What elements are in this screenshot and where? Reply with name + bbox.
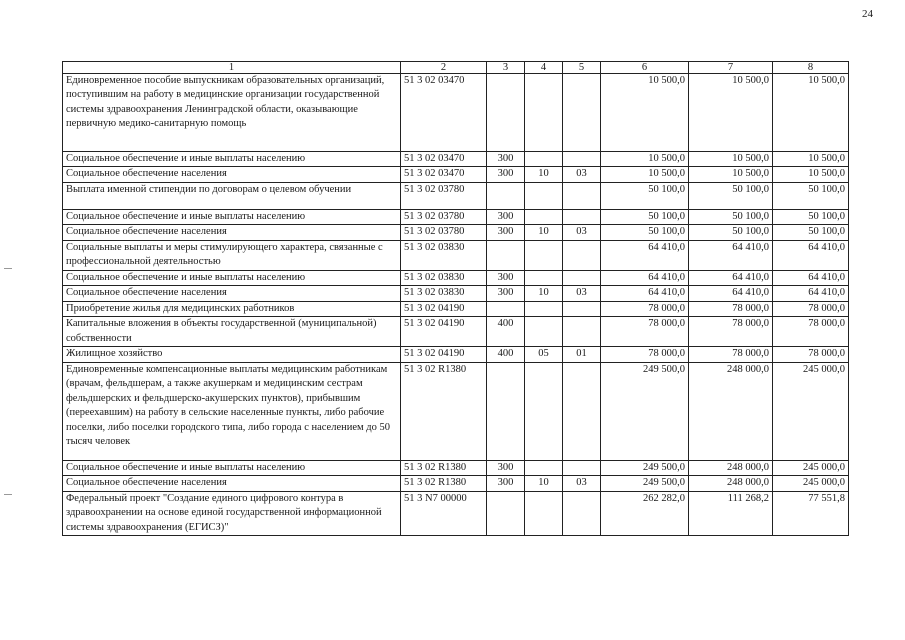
row-rz: 10 bbox=[525, 167, 563, 182]
row-code: 51 3 02 04190 bbox=[401, 347, 487, 362]
row-value-col8: 10 500,0 bbox=[773, 152, 849, 167]
row-name: Выплата именной стипендии по договорам о целевом обучении bbox=[63, 182, 401, 209]
row-value-col6: 78 000,0 bbox=[601, 347, 689, 362]
row-pr bbox=[563, 317, 601, 347]
column-header: 7 bbox=[689, 62, 773, 74]
table-row bbox=[63, 167, 849, 182]
row-pr bbox=[563, 209, 601, 224]
row-code: 51 3 02 04190 bbox=[401, 317, 487, 347]
row-value-col7: 50 100,0 bbox=[689, 225, 773, 240]
row-pr bbox=[563, 362, 601, 460]
row-vr: 300 bbox=[487, 460, 525, 475]
row-pr bbox=[563, 182, 601, 209]
row-pr bbox=[563, 491, 601, 535]
row-code: 51 3 02 03780 bbox=[401, 182, 487, 209]
row-name: Единовременные компенсационные выплаты медицинским работникам (врачам, фельдшерам, а также акушеркам и медицинским сестрам фельдшерских и фельдшерско-акушерских пунктов), прибывшим (переехавшим) на работу в сельские населенные пункты, либо рабочие поселки, либо поселки городского типа, либо города с населением до 50 тысяч человек bbox=[63, 362, 401, 460]
column-header: 3 bbox=[487, 62, 525, 74]
row-value-col8: 10 500,0 bbox=[773, 74, 849, 152]
row-value-col8: 64 410,0 bbox=[773, 286, 849, 301]
row-value-col6: 50 100,0 bbox=[601, 182, 689, 209]
row-rz bbox=[525, 317, 563, 347]
row-vr bbox=[487, 240, 525, 270]
row-vr bbox=[487, 74, 525, 152]
row-value-col8: 64 410,0 bbox=[773, 240, 849, 270]
budget-table bbox=[62, 61, 849, 536]
row-rz bbox=[525, 460, 563, 475]
row-value-col8: 78 000,0 bbox=[773, 317, 849, 347]
column-header: 4 bbox=[525, 62, 563, 74]
row-value-col6: 50 100,0 bbox=[601, 225, 689, 240]
page-number: 24 bbox=[862, 8, 873, 20]
table-row bbox=[63, 270, 849, 285]
row-code: 51 3 02 03470 bbox=[401, 167, 487, 182]
margin-mark bbox=[4, 494, 12, 495]
row-vr bbox=[487, 182, 525, 209]
row-name: Капитальные вложения в объекты государственной (муниципальной) собственности bbox=[63, 317, 401, 347]
row-value-col7: 50 100,0 bbox=[689, 182, 773, 209]
row-code: 51 3 N7 00000 bbox=[401, 491, 487, 535]
row-rz: 10 bbox=[525, 476, 563, 491]
row-value-col8: 50 100,0 bbox=[773, 182, 849, 209]
row-value-col6: 249 500,0 bbox=[601, 476, 689, 491]
row-value-col7: 10 500,0 bbox=[689, 74, 773, 152]
row-pr: 03 bbox=[563, 225, 601, 240]
column-header: 6 bbox=[601, 62, 689, 74]
header-row bbox=[63, 62, 849, 74]
row-pr bbox=[563, 460, 601, 475]
row-vr: 400 bbox=[487, 317, 525, 347]
table-row bbox=[63, 209, 849, 224]
row-value-col6: 249 500,0 bbox=[601, 362, 689, 460]
row-name: Социальное обеспечение и иные выплаты населению bbox=[63, 270, 401, 285]
row-rz bbox=[525, 209, 563, 224]
row-value-col6: 249 500,0 bbox=[601, 460, 689, 475]
row-pr: 03 bbox=[563, 167, 601, 182]
row-pr bbox=[563, 152, 601, 167]
table-row bbox=[63, 491, 849, 535]
row-value-col7: 78 000,0 bbox=[689, 317, 773, 347]
row-pr: 03 bbox=[563, 286, 601, 301]
row-rz: 10 bbox=[525, 225, 563, 240]
row-value-col6: 10 500,0 bbox=[601, 152, 689, 167]
row-vr bbox=[487, 362, 525, 460]
row-value-col6: 10 500,0 bbox=[601, 167, 689, 182]
row-value-col8: 64 410,0 bbox=[773, 270, 849, 285]
row-rz bbox=[525, 152, 563, 167]
table-row bbox=[63, 362, 849, 460]
row-code: 51 3 02 R1380 bbox=[401, 362, 487, 460]
table-row bbox=[63, 460, 849, 475]
row-vr: 300 bbox=[487, 270, 525, 285]
row-name: Жилищное хозяйство bbox=[63, 347, 401, 362]
row-pr bbox=[563, 74, 601, 152]
row-value-col7: 64 410,0 bbox=[689, 286, 773, 301]
table-row bbox=[63, 74, 849, 152]
row-rz bbox=[525, 362, 563, 460]
table-row bbox=[63, 476, 849, 491]
row-vr: 300 bbox=[487, 209, 525, 224]
row-value-col6: 50 100,0 bbox=[601, 209, 689, 224]
row-name: Социальные выплаты и меры стимулирующего характера, связанные с профессиональной деятельностью bbox=[63, 240, 401, 270]
row-pr: 03 bbox=[563, 476, 601, 491]
row-value-col6: 64 410,0 bbox=[601, 240, 689, 270]
row-value-col7: 10 500,0 bbox=[689, 167, 773, 182]
row-value-col7: 248 000,0 bbox=[689, 362, 773, 460]
row-value-col7: 64 410,0 bbox=[689, 270, 773, 285]
row-value-col8: 245 000,0 bbox=[773, 362, 849, 460]
row-value-col6: 78 000,0 bbox=[601, 317, 689, 347]
row-vr bbox=[487, 301, 525, 316]
table-row bbox=[63, 286, 849, 301]
row-name: Социальное обеспечение и иные выплаты населению bbox=[63, 460, 401, 475]
column-header: 2 bbox=[401, 62, 487, 74]
row-value-col8: 78 000,0 bbox=[773, 301, 849, 316]
row-value-col8: 78 000,0 bbox=[773, 347, 849, 362]
row-value-col6: 78 000,0 bbox=[601, 301, 689, 316]
row-name: Социальное обеспечение населения bbox=[63, 476, 401, 491]
row-value-col6: 64 410,0 bbox=[601, 270, 689, 285]
column-header: 1 bbox=[63, 62, 401, 74]
row-name: Социальное обеспечение и иные выплаты населению bbox=[63, 209, 401, 224]
row-value-col8: 10 500,0 bbox=[773, 167, 849, 182]
row-pr bbox=[563, 270, 601, 285]
column-header: 5 bbox=[563, 62, 601, 74]
row-code: 51 3 02 R1380 bbox=[401, 476, 487, 491]
row-value-col7: 64 410,0 bbox=[689, 240, 773, 270]
table-row bbox=[63, 225, 849, 240]
row-code: 51 3 02 03470 bbox=[401, 74, 487, 152]
row-rz bbox=[525, 182, 563, 209]
row-name: Единовременное пособие выпускникам образовательных организаций, поступившим на работу в медицинские организации государственной системы здравоохранения Ленинградской области, оказывающие первичную медико-санитарную помощь bbox=[63, 74, 401, 152]
column-header: 8 bbox=[773, 62, 849, 74]
row-name: Федеральный проект "Создание единого цифрового контура в здравоохранении на основе единой государственной информационной системы здравоохранения (ЕГИСЗ)" bbox=[63, 491, 401, 535]
row-code: 51 3 02 03830 bbox=[401, 286, 487, 301]
table-row bbox=[63, 182, 849, 209]
row-code: 51 3 02 03830 bbox=[401, 240, 487, 270]
row-name: Социальное обеспечение населения bbox=[63, 225, 401, 240]
row-rz bbox=[525, 74, 563, 152]
row-rz bbox=[525, 270, 563, 285]
table-row bbox=[63, 347, 849, 362]
row-code: 51 3 02 03780 bbox=[401, 225, 487, 240]
row-name: Приобретение жилья для медицинских работников bbox=[63, 301, 401, 316]
row-vr bbox=[487, 491, 525, 535]
row-value-col8: 77 551,8 bbox=[773, 491, 849, 535]
row-pr: 01 bbox=[563, 347, 601, 362]
row-value-col7: 111 268,2 bbox=[689, 491, 773, 535]
row-rz: 05 bbox=[525, 347, 563, 362]
row-vr: 300 bbox=[487, 476, 525, 491]
row-value-col7: 78 000,0 bbox=[689, 347, 773, 362]
row-code: 51 3 02 03780 bbox=[401, 209, 487, 224]
row-value-col7: 78 000,0 bbox=[689, 301, 773, 316]
row-code: 51 3 02 03470 bbox=[401, 152, 487, 167]
row-rz bbox=[525, 240, 563, 270]
row-pr bbox=[563, 301, 601, 316]
row-value-col7: 50 100,0 bbox=[689, 209, 773, 224]
row-value-col7: 10 500,0 bbox=[689, 152, 773, 167]
row-vr: 300 bbox=[487, 152, 525, 167]
row-name: Социальное обеспечение населения bbox=[63, 167, 401, 182]
row-name: Социальное обеспечение населения bbox=[63, 286, 401, 301]
row-pr bbox=[563, 240, 601, 270]
row-name: Социальное обеспечение и иные выплаты населению bbox=[63, 152, 401, 167]
row-code: 51 3 02 04190 bbox=[401, 301, 487, 316]
table-row bbox=[63, 301, 849, 316]
row-rz: 10 bbox=[525, 286, 563, 301]
row-vr: 400 bbox=[487, 347, 525, 362]
table-row bbox=[63, 317, 849, 347]
row-value-col8: 50 100,0 bbox=[773, 225, 849, 240]
row-value-col6: 262 282,0 bbox=[601, 491, 689, 535]
row-code: 51 3 02 R1380 bbox=[401, 460, 487, 475]
row-vr: 300 bbox=[487, 286, 525, 301]
row-value-col8: 245 000,0 bbox=[773, 460, 849, 475]
row-value-col8: 245 000,0 bbox=[773, 476, 849, 491]
row-value-col7: 248 000,0 bbox=[689, 476, 773, 491]
row-value-col8: 50 100,0 bbox=[773, 209, 849, 224]
table-row bbox=[63, 240, 849, 270]
row-value-col7: 248 000,0 bbox=[689, 460, 773, 475]
margin-mark bbox=[4, 268, 12, 269]
table-row bbox=[63, 152, 849, 167]
row-vr: 300 bbox=[487, 225, 525, 240]
row-rz bbox=[525, 491, 563, 535]
row-code: 51 3 02 03830 bbox=[401, 270, 487, 285]
row-vr: 300 bbox=[487, 167, 525, 182]
row-value-col6: 64 410,0 bbox=[601, 286, 689, 301]
row-rz bbox=[525, 301, 563, 316]
row-value-col6: 10 500,0 bbox=[601, 74, 689, 152]
